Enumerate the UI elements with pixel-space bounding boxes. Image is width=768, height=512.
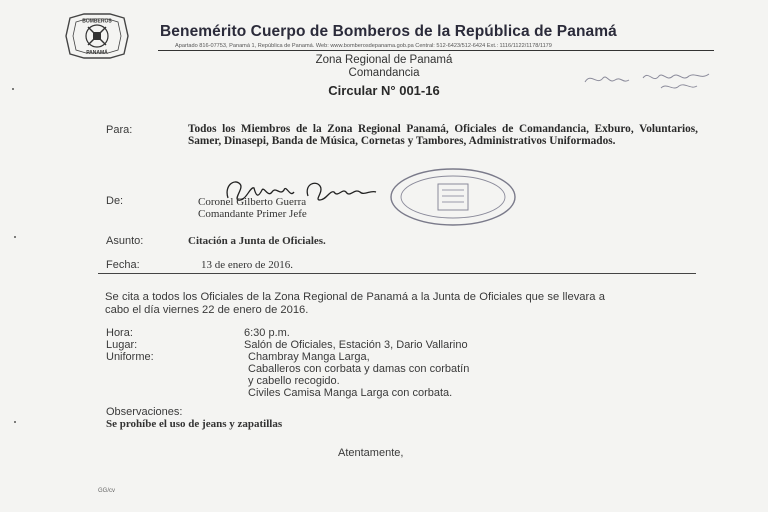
organization-title: Benemérito Cuerpo de Bomberos de la República de Panamá xyxy=(160,23,617,40)
de-name: Coronel Gilberto Guerra xyxy=(198,196,307,208)
lugar-label: Lugar: xyxy=(106,339,138,351)
uniforme-line-2: Caballeros con corbata y damas con corbatín xyxy=(248,363,470,375)
observaciones-value: Se prohíbe el uso de jeans y zapatillas xyxy=(106,418,283,430)
scan-speck xyxy=(14,421,16,423)
uniforme-line-1: Chambray Manga Larga, xyxy=(248,351,370,363)
fecha-value: 13 de enero de 2016. xyxy=(201,259,293,271)
de-title: Comandante Primer Jefe xyxy=(198,208,307,220)
scan-speck xyxy=(14,236,16,238)
command-title: Comandancia xyxy=(348,67,420,79)
uniforme-label: Uniforme: xyxy=(106,351,154,363)
logo-text-top: BOMBEROS xyxy=(82,18,112,25)
official-stamp xyxy=(388,166,518,228)
footer-initials: GG/cv xyxy=(98,488,116,494)
hora-value: 6:30 p.m. xyxy=(244,327,290,339)
logo-text-bottom: PANAMÁ xyxy=(86,50,108,56)
de-label: De: xyxy=(106,195,124,207)
circular-number: Circular N° 001-16 xyxy=(328,83,440,98)
para-label: Para: xyxy=(106,124,133,136)
uniforme-line-4: Civiles Camisa Manga Larga con corbata. xyxy=(248,387,453,399)
fecha-rule xyxy=(98,273,696,274)
header-rule xyxy=(158,50,714,51)
asunto-label: Asunto: xyxy=(106,235,144,247)
zone-title: Zona Regional de Panamá xyxy=(315,54,453,66)
fecha-label: Fecha: xyxy=(106,259,140,271)
hora-label: Hora: xyxy=(106,327,133,339)
para-value: Todos los Miembros de la Zona Regional Panamá, Oficiales de Comandancia, Exburo, Voluntarios, Samer, Dinasepi, Banda de Música, Cornetas y Tambores, Administrativos Uniformados. xyxy=(188,123,698,147)
body-paragraph: Se cita a todos los Oficiales de la Zona Regional de Panamá a la Junta de Oficiales que se llevara a cabo el día viernes 22 de enero de 2016. xyxy=(105,291,605,316)
asunto-value: Citación a Junta de Oficiales. xyxy=(188,235,326,247)
fire-department-logo xyxy=(62,12,132,60)
observaciones-label: Observaciones: xyxy=(106,406,183,418)
scan-speck xyxy=(12,88,14,90)
lugar-value: Salón de Oficiales, Estación 3, Dario Vallarino xyxy=(244,339,468,351)
closing: Atentamente, xyxy=(338,447,404,459)
uniforme-line-3: y cabello recogido. xyxy=(248,375,340,387)
organization-contact: Apartado 816-07753, Panamá 1, República de Panamá. Web: www.bomberosdepanama.gob.pa Central: 512-6423/512-6424 Ext.: 1116/1122/1178/1179 xyxy=(175,43,552,49)
